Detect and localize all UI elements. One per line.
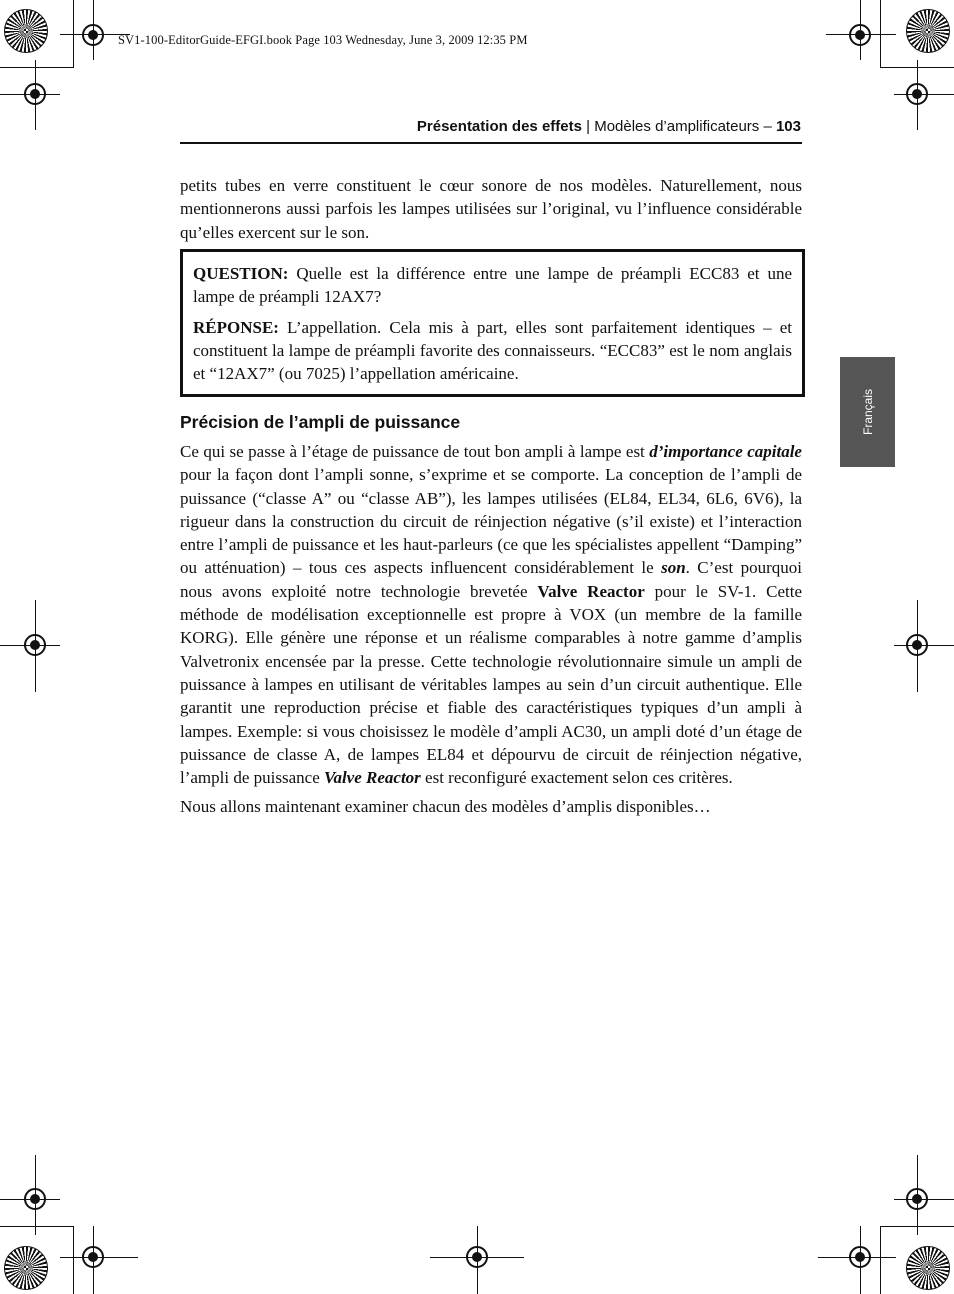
registration-star-icon	[4, 1246, 48, 1290]
text-run: . C’est pourquoi nous avons exploité notre technologie brevetée	[180, 558, 802, 601]
section-paragraph-1	[180, 440, 802, 789]
header-dash: –	[759, 118, 776, 135]
crop-line	[917, 1155, 918, 1235]
crop-line	[818, 1257, 896, 1258]
language-tab-label: Français	[860, 388, 875, 436]
registration-star-icon	[4, 9, 48, 53]
emphasis-run: son	[661, 558, 686, 578]
text-run: pour le SV-1. Cette méthode de modélisation exceptionnelle est propre à VOX (un membre de la famille KORG). Elle génère une réponse et un réalisme comparables à notre gamme d’amplis Valvetronix encensée par la presse. Cette technologie révolutionnaire simule un ampli de puissance à lampes en utilisant de véritables lampes au sein d’un circuit authentique. Elle garantit une reproduction précise et fiable des caractéristiques typiques d’un ampli à lampes. Exemple: si vous choisissez le modèle d’ampli AC30, un ampli doté d’un étage de puissance de classe A, de lampes EL84 et dépourvu de circuit de réinjection négative, l’ampli de puissance	[180, 581, 802, 788]
crop-line	[93, 1226, 94, 1294]
text-run: pour la façon dont l’ampli sonne, s’exprime et se comporte. La conception de l’ampli de puissance (“classe A” ou “classe AB”), les lampes utilisées (EL84, EL34, 6L6, 6V6), la rigueur dans la construction du circuit de réinjection négative (s’il existe) et l’interaction entre l’ampli de puissance et les haut-parleurs (ce que les spécialistes appellent “Damping” ou atténuation) – tous ces aspects influencent considérablement le	[180, 465, 802, 578]
intro-paragraph	[180, 174, 802, 250]
crop-line	[35, 60, 36, 130]
crop-line	[93, 0, 94, 60]
crop-line	[894, 645, 954, 646]
header-subsection: Modèles d’amplificateurs	[594, 118, 760, 135]
question-label: QUESTION:	[193, 264, 289, 283]
crop-line	[894, 1199, 954, 1200]
crop-line	[894, 94, 954, 95]
crop-line	[0, 645, 60, 646]
answer-text: L’appellation. Cela mis à part, elles sont parfaitement identiques – et constituent la lampe de préampli favorite des connaisseurs. “ECC83” est le nom anglais et “12AX7” (ou 7025) l’appellation américaine.	[193, 317, 792, 384]
crop-line	[0, 1199, 60, 1200]
crop-line	[880, 1226, 881, 1294]
qa-box	[180, 249, 805, 397]
crop-line	[0, 67, 74, 68]
language-tab	[840, 357, 895, 467]
registration-star-icon	[906, 1246, 950, 1290]
crop-line	[35, 600, 36, 692]
registration-star-icon	[906, 9, 950, 53]
intro-text: petits tubes en verre constituent le cœur sonore de nos modèles. Naturellement, nous mentionnerons aussi parfois les lampes utilisées sur l’original, vu l’influence considérable qu’elles exercent sur le son.	[180, 176, 802, 242]
crop-line	[917, 600, 918, 692]
crop-line	[0, 1226, 74, 1227]
text-run: est reconfiguré exactement selon ces critères.	[420, 768, 733, 788]
running-header	[180, 118, 801, 135]
crop-line	[826, 34, 896, 35]
section-title: Précision de l’ampli de puissance	[180, 412, 461, 432]
crop-line	[477, 1226, 478, 1294]
crop-line	[860, 1226, 861, 1294]
strong-run: Valve Reactor	[537, 581, 645, 601]
slug-line: SV1-100-EditorGuide-EFGI.book Page 103 Wednesday, June 3, 2009 12:35 PM	[118, 33, 528, 47]
text-run: Ce qui se passe à l’étage de puissance de tout bon ampli à lampe est	[180, 442, 650, 461]
header-section: Présentation des effets	[416, 118, 582, 135]
emphasis-run: Valve Reactor	[324, 768, 421, 788]
answer-label: RÉPONSE:	[193, 317, 279, 337]
page-number: 103	[775, 118, 801, 135]
section-body	[180, 440, 802, 825]
question-text: Quelle est la différence entre une lampe de préampli ECC83 et une lampe de préampli 12AX7?	[193, 264, 792, 307]
header-rule	[180, 142, 802, 144]
crop-line	[0, 94, 60, 95]
question	[193, 262, 792, 309]
crop-line	[60, 1257, 138, 1258]
emphasis-run: d’importance capitale	[649, 442, 802, 461]
answer	[193, 316, 792, 386]
section-paragraph-2: Nous allons maintenant examiner chacun des modèles d’amplis disponibles…	[180, 797, 711, 817]
crop-line	[860, 0, 861, 60]
crop-line	[73, 1226, 74, 1294]
crop-line	[35, 1155, 36, 1235]
crop-line	[917, 60, 918, 130]
header-separator: |	[581, 118, 595, 135]
